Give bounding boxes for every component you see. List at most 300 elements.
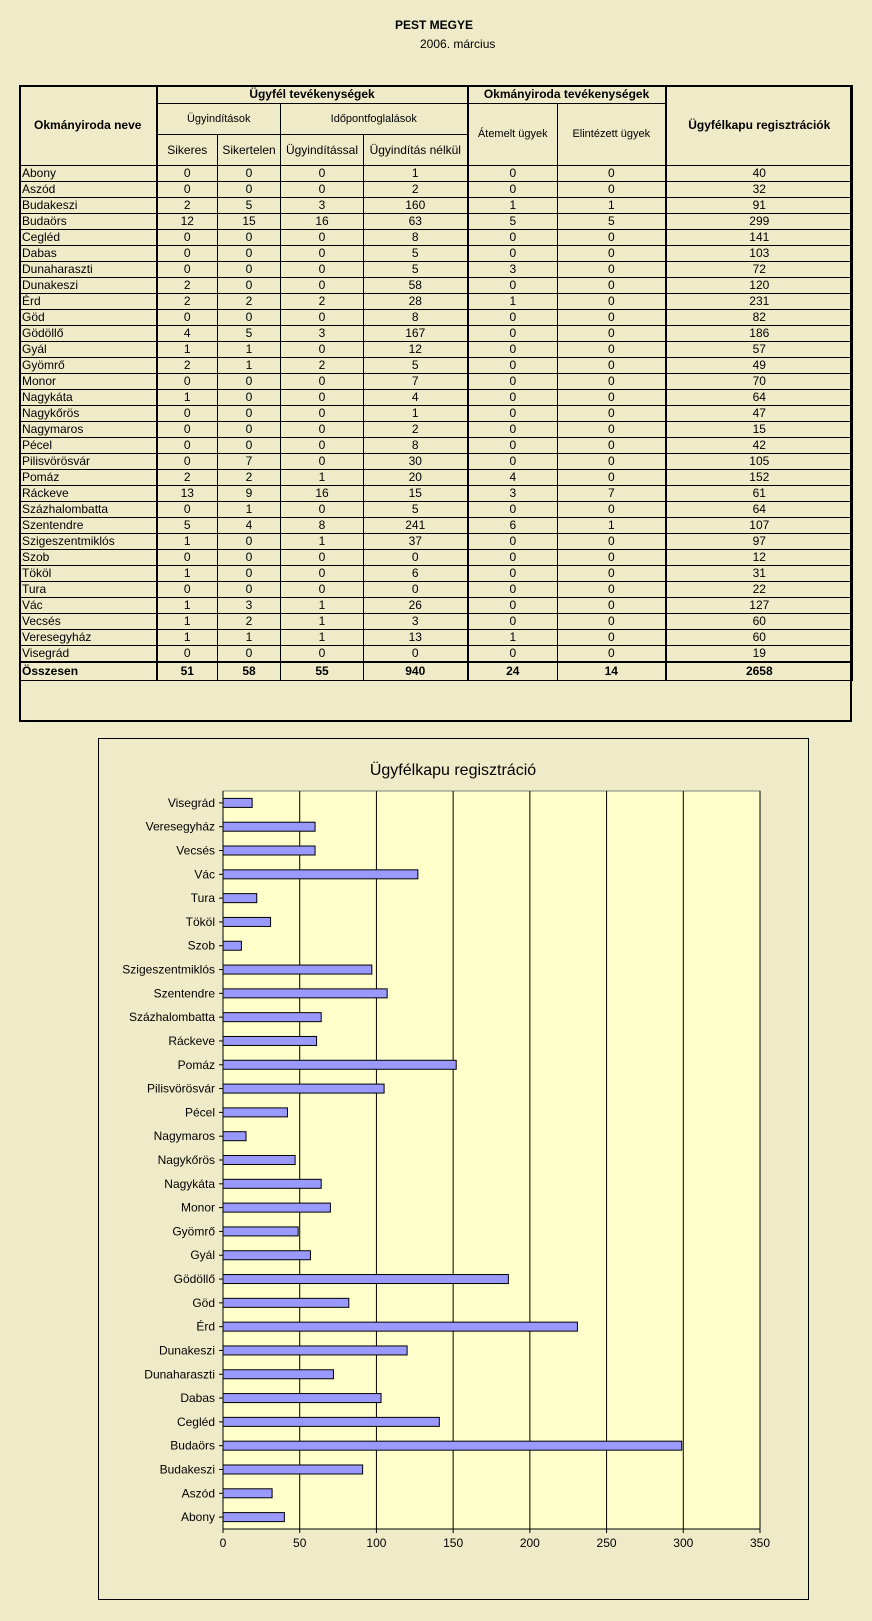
value-cell: 0 bbox=[364, 550, 468, 566]
value-cell: 0 bbox=[558, 294, 666, 310]
header-successful: Sikeres bbox=[157, 135, 218, 166]
value-cell: 0 bbox=[157, 166, 218, 182]
bar bbox=[223, 1394, 381, 1403]
category-label: Monor bbox=[180, 1200, 215, 1215]
value-cell: 57 bbox=[666, 342, 853, 358]
value-cell: 0 bbox=[468, 166, 558, 182]
value-cell: 0 bbox=[558, 262, 666, 278]
value-cell: 12 bbox=[666, 550, 853, 566]
office-name-cell: Nagykőrös bbox=[20, 406, 157, 422]
table-row bbox=[20, 454, 853, 470]
table-row bbox=[20, 518, 853, 534]
value-cell: 2 bbox=[157, 358, 218, 374]
bar bbox=[223, 965, 372, 974]
value-cell: 2 bbox=[157, 470, 218, 486]
value-cell: 14 bbox=[558, 662, 666, 681]
category-label: Vecsés bbox=[176, 843, 215, 858]
value-cell: 19 bbox=[666, 646, 853, 663]
header-unsuccessful: Sikertelen bbox=[218, 135, 281, 166]
value-cell: 0 bbox=[558, 246, 666, 262]
office-name-cell: Gyömrő bbox=[20, 358, 157, 374]
value-cell: 0 bbox=[468, 422, 558, 438]
value-cell: 3 bbox=[468, 262, 558, 278]
value-cell: 2 bbox=[218, 614, 281, 630]
table-row bbox=[20, 470, 853, 486]
value-cell: 6 bbox=[468, 518, 558, 534]
table-row bbox=[20, 390, 853, 406]
value-cell: 105 bbox=[666, 454, 853, 470]
value-cell: 0 bbox=[281, 390, 364, 406]
value-cell: 0 bbox=[558, 470, 666, 486]
value-cell: 0 bbox=[157, 438, 218, 454]
category-label: Aszód bbox=[181, 1486, 215, 1501]
value-cell: 1 bbox=[281, 470, 364, 486]
statistics-table bbox=[19, 85, 853, 681]
value-cell: 24 bbox=[468, 662, 558, 681]
value-cell: 60 bbox=[666, 614, 853, 630]
bar bbox=[223, 1370, 333, 1379]
value-cell: 0 bbox=[218, 438, 281, 454]
table-row bbox=[20, 422, 853, 438]
bar bbox=[223, 1013, 321, 1022]
category-label: Göd bbox=[192, 1295, 215, 1310]
value-cell: 0 bbox=[218, 230, 281, 246]
value-cell: 3 bbox=[281, 326, 364, 342]
office-name-cell: Monor bbox=[20, 374, 157, 390]
value-cell: 152 bbox=[666, 470, 853, 486]
value-cell: 2 bbox=[157, 294, 218, 310]
bar bbox=[223, 894, 257, 903]
header-without-case-start: Ügyindítás nélkül bbox=[364, 135, 468, 166]
value-cell: 3 bbox=[218, 598, 281, 614]
value-cell: 0 bbox=[157, 406, 218, 422]
value-cell: 0 bbox=[157, 502, 218, 518]
x-tick-label: 350 bbox=[749, 1536, 771, 1550]
value-cell: 15 bbox=[364, 486, 468, 502]
value-cell: 0 bbox=[558, 438, 666, 454]
value-cell: 0 bbox=[468, 566, 558, 582]
bar bbox=[223, 798, 252, 807]
value-cell: 0 bbox=[468, 614, 558, 630]
value-cell: 0 bbox=[468, 454, 558, 470]
table-row bbox=[20, 198, 853, 214]
category-label: Dunaharaszti bbox=[144, 1367, 215, 1382]
value-cell: 0 bbox=[558, 550, 666, 566]
value-cell: 127 bbox=[666, 598, 853, 614]
bar bbox=[223, 1489, 272, 1498]
category-label: Érd bbox=[196, 1319, 215, 1334]
value-cell: 47 bbox=[666, 406, 853, 422]
value-cell: 61 bbox=[666, 486, 853, 502]
value-cell: 0 bbox=[218, 246, 281, 262]
value-cell: 1 bbox=[558, 198, 666, 214]
office-name-cell: Érd bbox=[20, 294, 157, 310]
value-cell: 0 bbox=[281, 278, 364, 294]
value-cell: 16 bbox=[281, 214, 364, 230]
value-cell: 0 bbox=[218, 374, 281, 390]
header-client-gate-registrations: Ügyfélkapu regisztrációk bbox=[666, 86, 853, 166]
value-cell: 1 bbox=[281, 614, 364, 630]
value-cell: 31 bbox=[666, 566, 853, 582]
bar bbox=[223, 822, 315, 831]
office-name-cell: Százhalombatta bbox=[20, 502, 157, 518]
category-label: Gyömrő bbox=[172, 1224, 215, 1239]
category-label: Visegrád bbox=[167, 795, 215, 810]
category-label: Szigeszentmiklós bbox=[122, 962, 215, 977]
office-name-cell: Szentendre bbox=[20, 518, 157, 534]
value-cell: 5 bbox=[558, 214, 666, 230]
value-cell: 0 bbox=[468, 598, 558, 614]
bar bbox=[223, 1179, 321, 1188]
bar bbox=[223, 941, 241, 950]
value-cell: 3 bbox=[281, 198, 364, 214]
value-cell: 1 bbox=[468, 198, 558, 214]
value-cell: 0 bbox=[157, 582, 218, 598]
value-cell: 26 bbox=[364, 598, 468, 614]
table-row bbox=[20, 358, 853, 374]
header-transferred-cases: Átemelt ügyek bbox=[468, 104, 558, 166]
value-cell: 2 bbox=[281, 294, 364, 310]
office-name-cell: Szob bbox=[20, 550, 157, 566]
value-cell: 0 bbox=[468, 646, 558, 663]
office-name-cell: Dabas bbox=[20, 246, 157, 262]
bar-chart bbox=[99, 739, 808, 1599]
table-row bbox=[20, 246, 853, 262]
office-name-cell: Budaörs bbox=[20, 214, 157, 230]
value-cell: 0 bbox=[281, 422, 364, 438]
value-cell: 0 bbox=[558, 566, 666, 582]
table-row bbox=[20, 374, 853, 390]
x-tick-label: 300 bbox=[673, 1536, 694, 1550]
bar bbox=[223, 1084, 384, 1093]
category-label: Százhalombatta bbox=[128, 1010, 215, 1025]
office-name-cell: Dunakeszi bbox=[20, 278, 157, 294]
value-cell: 4 bbox=[468, 470, 558, 486]
value-cell: 55 bbox=[281, 662, 364, 681]
bar bbox=[223, 1275, 508, 1284]
value-cell: 64 bbox=[666, 502, 853, 518]
value-cell: 82 bbox=[666, 310, 853, 326]
table-row bbox=[20, 630, 853, 646]
office-name-cell: Pilisvörösvár bbox=[20, 454, 157, 470]
office-name-cell: Nagykáta bbox=[20, 390, 157, 406]
value-cell: 0 bbox=[468, 550, 558, 566]
value-cell: 12 bbox=[364, 342, 468, 358]
value-cell: 1 bbox=[218, 342, 281, 358]
value-cell: 5 bbox=[364, 246, 468, 262]
x-tick-label: 200 bbox=[519, 1536, 540, 1550]
table-row bbox=[20, 534, 853, 550]
category-label: Pécel bbox=[184, 1105, 215, 1120]
value-cell: 1 bbox=[468, 294, 558, 310]
value-cell: 0 bbox=[281, 262, 364, 278]
chart-frame bbox=[98, 738, 809, 1600]
office-name-cell: Dunaharaszti bbox=[20, 262, 157, 278]
bar bbox=[223, 1132, 246, 1141]
header-with-case-start: Ügyindítással bbox=[281, 135, 364, 166]
value-cell: 5 bbox=[364, 502, 468, 518]
x-tick-label: 0 bbox=[219, 1536, 227, 1550]
bar bbox=[223, 846, 315, 855]
table-row bbox=[20, 646, 853, 663]
bar bbox=[223, 1227, 298, 1236]
bar bbox=[223, 1513, 284, 1522]
table-row bbox=[20, 502, 853, 518]
table-row bbox=[20, 214, 853, 230]
value-cell: 7 bbox=[364, 374, 468, 390]
value-cell: 0 bbox=[558, 454, 666, 470]
value-cell: 49 bbox=[666, 358, 853, 374]
office-name-cell: Aszód bbox=[20, 182, 157, 198]
value-cell: 103 bbox=[666, 246, 853, 262]
value-cell: 8 bbox=[364, 310, 468, 326]
value-cell: 12 bbox=[157, 214, 218, 230]
value-cell: 1 bbox=[218, 502, 281, 518]
x-tick-label: 150 bbox=[443, 1536, 464, 1550]
value-cell: 0 bbox=[558, 598, 666, 614]
category-label: Tököl bbox=[185, 914, 215, 929]
value-cell: 63 bbox=[364, 214, 468, 230]
table-row bbox=[20, 310, 853, 326]
value-cell: 1 bbox=[281, 630, 364, 646]
office-name-cell: Pomáz bbox=[20, 470, 157, 486]
table-row bbox=[20, 182, 853, 198]
value-cell: 0 bbox=[468, 342, 558, 358]
value-cell: 0 bbox=[218, 646, 281, 663]
category-label: Abony bbox=[180, 1510, 215, 1525]
value-cell: 299 bbox=[666, 214, 853, 230]
bar bbox=[223, 1156, 295, 1165]
value-cell: 1 bbox=[558, 518, 666, 534]
value-cell: 13 bbox=[157, 486, 218, 502]
value-cell: 30 bbox=[364, 454, 468, 470]
value-cell: 28 bbox=[364, 294, 468, 310]
value-cell: 0 bbox=[558, 182, 666, 198]
value-cell: 9 bbox=[218, 486, 281, 502]
header-case-starts: Ügyindítások bbox=[157, 104, 281, 135]
value-cell: 0 bbox=[218, 278, 281, 294]
value-cell: 0 bbox=[558, 166, 666, 182]
table-row bbox=[20, 614, 853, 630]
table-row bbox=[20, 342, 853, 358]
x-tick-label: 100 bbox=[366, 1536, 387, 1550]
value-cell: 5 bbox=[364, 358, 468, 374]
category-label: Dunakeszi bbox=[158, 1343, 215, 1358]
value-cell: 0 bbox=[468, 534, 558, 550]
value-cell: 0 bbox=[281, 582, 364, 598]
value-cell: 3 bbox=[364, 614, 468, 630]
value-cell: 0 bbox=[468, 358, 558, 374]
value-cell: 0 bbox=[558, 630, 666, 646]
value-cell: 0 bbox=[157, 246, 218, 262]
table-row bbox=[20, 438, 853, 454]
value-cell: 0 bbox=[558, 422, 666, 438]
value-cell: 0 bbox=[364, 582, 468, 598]
table-row bbox=[20, 294, 853, 310]
value-cell: 0 bbox=[157, 550, 218, 566]
value-cell: 60 bbox=[666, 630, 853, 646]
category-label: Budakeszi bbox=[159, 1462, 215, 1477]
category-label: Tura bbox=[190, 891, 215, 906]
category-label: Gödöllő bbox=[173, 1272, 215, 1287]
table-row bbox=[20, 550, 853, 566]
value-cell: 0 bbox=[468, 182, 558, 198]
value-cell: 1 bbox=[468, 630, 558, 646]
office-name-cell: Visegrád bbox=[20, 646, 157, 663]
value-cell: 0 bbox=[558, 534, 666, 550]
value-cell: 0 bbox=[157, 182, 218, 198]
value-cell: 0 bbox=[281, 502, 364, 518]
value-cell: 0 bbox=[558, 502, 666, 518]
value-cell: 1 bbox=[218, 358, 281, 374]
office-name-cell: Ráckeve bbox=[20, 486, 157, 502]
bar bbox=[223, 1322, 577, 1331]
table-row bbox=[20, 262, 853, 278]
value-cell: 0 bbox=[558, 230, 666, 246]
table-row bbox=[20, 566, 853, 582]
table-total-row bbox=[20, 662, 853, 681]
value-cell: 5 bbox=[364, 262, 468, 278]
category-label: Szob bbox=[187, 938, 215, 953]
value-cell: 0 bbox=[558, 614, 666, 630]
value-cell: 1 bbox=[157, 598, 218, 614]
value-cell: 0 bbox=[558, 390, 666, 406]
value-cell: 20 bbox=[364, 470, 468, 486]
value-cell: 0 bbox=[281, 566, 364, 582]
value-cell: 0 bbox=[281, 230, 364, 246]
office-name-cell: Göd bbox=[20, 310, 157, 326]
office-name-cell: Cegléd bbox=[20, 230, 157, 246]
table-row bbox=[20, 598, 853, 614]
value-cell: 4 bbox=[364, 390, 468, 406]
value-cell: 91 bbox=[666, 198, 853, 214]
value-cell: 231 bbox=[666, 294, 853, 310]
value-cell: 0 bbox=[281, 182, 364, 198]
value-cell: 40 bbox=[666, 166, 853, 182]
value-cell: 64 bbox=[666, 390, 853, 406]
table-row bbox=[20, 582, 853, 598]
value-cell: 13 bbox=[364, 630, 468, 646]
value-cell: 0 bbox=[157, 646, 218, 663]
office-name-cell: Pécel bbox=[20, 438, 157, 454]
category-label: Vác bbox=[194, 867, 215, 882]
value-cell: 8 bbox=[364, 438, 468, 454]
office-name-cell: Budakeszi bbox=[20, 198, 157, 214]
value-cell: 70 bbox=[666, 374, 853, 390]
value-cell: 15 bbox=[218, 214, 281, 230]
value-cell: 2 bbox=[218, 470, 281, 486]
category-label: Szentendre bbox=[153, 986, 215, 1001]
office-name-cell: Szigeszentmiklós bbox=[20, 534, 157, 550]
value-cell: 0 bbox=[218, 182, 281, 198]
bar bbox=[223, 870, 418, 879]
value-cell: 107 bbox=[666, 518, 853, 534]
table-row bbox=[20, 166, 853, 182]
value-cell: 58 bbox=[218, 662, 281, 681]
bar bbox=[223, 1465, 363, 1474]
value-cell: 0 bbox=[218, 262, 281, 278]
value-cell: 0 bbox=[281, 438, 364, 454]
value-cell: 940 bbox=[364, 662, 468, 681]
value-cell: 0 bbox=[558, 406, 666, 422]
bar bbox=[223, 1060, 456, 1069]
table-body bbox=[20, 166, 853, 681]
x-tick-label: 250 bbox=[596, 1536, 617, 1550]
value-cell: 7 bbox=[218, 454, 281, 470]
bar bbox=[223, 1036, 317, 1045]
value-cell: 15 bbox=[666, 422, 853, 438]
value-cell: 0 bbox=[157, 230, 218, 246]
office-name-cell: Gyál bbox=[20, 342, 157, 358]
value-cell: 1 bbox=[281, 598, 364, 614]
category-label: Nagymaros bbox=[153, 1129, 215, 1144]
value-cell: 0 bbox=[558, 342, 666, 358]
chart-title: Ügyfélkapu regisztráció bbox=[369, 762, 537, 779]
value-cell: 51 bbox=[157, 662, 218, 681]
value-cell: 2 bbox=[364, 422, 468, 438]
value-cell: 0 bbox=[218, 166, 281, 182]
value-cell: 0 bbox=[218, 422, 281, 438]
x-tick-label: 50 bbox=[293, 1536, 307, 1550]
value-cell: 0 bbox=[558, 310, 666, 326]
bar bbox=[223, 1203, 330, 1212]
value-cell: 0 bbox=[281, 454, 364, 470]
value-cell: 1 bbox=[157, 566, 218, 582]
value-cell: 7 bbox=[558, 486, 666, 502]
table-row bbox=[20, 326, 853, 342]
value-cell: 0 bbox=[468, 502, 558, 518]
value-cell: 1 bbox=[157, 534, 218, 550]
header-client-activities: Ügyfél tevékenységek bbox=[157, 86, 468, 104]
office-name-cell: Tura bbox=[20, 582, 157, 598]
office-name-cell: Vecsés bbox=[20, 614, 157, 630]
value-cell: 0 bbox=[281, 550, 364, 566]
value-cell: 0 bbox=[468, 374, 558, 390]
value-cell: 0 bbox=[468, 582, 558, 598]
value-cell: 5 bbox=[218, 326, 281, 342]
value-cell: 0 bbox=[468, 390, 558, 406]
value-cell: 141 bbox=[666, 230, 853, 246]
value-cell: 0 bbox=[558, 278, 666, 294]
value-cell: 160 bbox=[364, 198, 468, 214]
header-office-activities: Okmányiroda tevékenységek bbox=[468, 86, 666, 104]
value-cell: 0 bbox=[218, 406, 281, 422]
value-cell: 2 bbox=[157, 278, 218, 294]
value-cell: 0 bbox=[468, 278, 558, 294]
office-name-cell: Nagymaros bbox=[20, 422, 157, 438]
value-cell: 241 bbox=[364, 518, 468, 534]
value-cell: 1 bbox=[218, 630, 281, 646]
value-cell: 32 bbox=[666, 182, 853, 198]
category-label: Dabas bbox=[180, 1391, 215, 1406]
value-cell: 0 bbox=[468, 230, 558, 246]
office-name-cell: Gödöllő bbox=[20, 326, 157, 342]
value-cell: 0 bbox=[157, 374, 218, 390]
bar bbox=[223, 1441, 682, 1450]
value-cell: 0 bbox=[218, 310, 281, 326]
value-cell: 0 bbox=[468, 406, 558, 422]
office-name-cell: Tököl bbox=[20, 566, 157, 582]
value-cell: 0 bbox=[364, 646, 468, 663]
value-cell: 0 bbox=[157, 310, 218, 326]
value-cell: 0 bbox=[218, 550, 281, 566]
value-cell: 0 bbox=[218, 582, 281, 598]
value-cell: 37 bbox=[364, 534, 468, 550]
value-cell: 0 bbox=[157, 454, 218, 470]
category-label: Pilisvörösvár bbox=[146, 1081, 215, 1096]
value-cell: 4 bbox=[218, 518, 281, 534]
bar bbox=[223, 989, 387, 998]
